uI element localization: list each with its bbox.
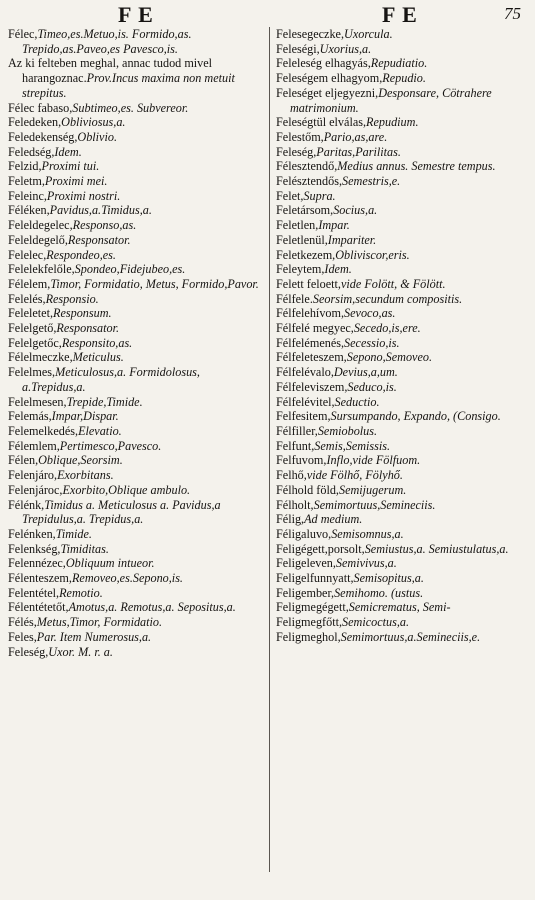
entry-headword: Felelekfelőle,	[8, 262, 75, 277]
entry-latin-gloss: Semimortuus,a.Semineciis,e.	[340, 629, 481, 644]
dictionary-entry	[276, 615, 528, 630]
dictionary-entry	[276, 218, 528, 233]
entry-headword: Felfesitem,	[276, 409, 331, 424]
dictionary-entry	[276, 130, 528, 145]
entry-headword: Feleséget eljegyezni,	[276, 85, 379, 100]
dictionary-entry	[276, 159, 528, 174]
entry-latin-gloss: Oblique,Seorsim.	[38, 453, 123, 468]
dictionary-entry	[276, 586, 528, 601]
entry-headword: Félec fabaso,	[8, 100, 73, 115]
entry-latin-gloss: Elevatio.	[78, 423, 122, 438]
entry-headword: Félemlem,	[8, 438, 60, 453]
entry-latin-gloss: Semisomnus,a.	[331, 526, 404, 541]
dictionary-entry	[276, 409, 528, 424]
dictionary-entry	[8, 542, 266, 557]
dictionary-entry	[276, 248, 528, 263]
entry-latin-gloss: Timide.	[55, 526, 92, 541]
entry-headword: Feleletet,	[8, 306, 54, 321]
entry-headword: Feledekenség,	[8, 129, 78, 144]
dictionary-entry	[276, 203, 528, 218]
entry-latin-gloss: Idem.	[324, 262, 352, 277]
entry-headword: Félés,	[8, 615, 37, 630]
dictionary-entry	[8, 233, 266, 248]
entry-latin-gloss: Responsio.	[45, 291, 99, 306]
entry-headword: Félfelé megyec,	[276, 321, 354, 336]
entry-headword: Felentétel,	[8, 585, 60, 600]
entry-latin-gloss: Respondeo,es.	[46, 247, 116, 262]
entry-headword: Felet,	[276, 188, 304, 203]
entry-headword: Feleinc,	[8, 188, 47, 203]
entry-latin-gloss: Supra.	[303, 188, 336, 203]
dictionary-entry	[8, 145, 266, 160]
dictionary-entry	[276, 115, 528, 130]
dictionary-entry	[8, 336, 266, 351]
entry-latin-gloss: Removeo,es.Sepono,is.	[71, 571, 183, 586]
entry-headword: Félfelévalo,	[276, 365, 334, 380]
dictionary-entry	[8, 115, 266, 130]
dictionary-entry	[276, 277, 528, 292]
page-header	[0, 2, 535, 28]
entry-headword: Félelmeczke,	[8, 350, 73, 365]
dictionary-entry	[8, 395, 266, 410]
entry-headword: Félfeleviszem,	[276, 379, 348, 394]
entry-latin-gloss: Semicoctus,a.	[342, 615, 410, 630]
entry-latin-gloss: Proximi tui.	[41, 159, 100, 174]
entry-latin-gloss: Idem.	[54, 144, 82, 159]
dictionary-entry	[8, 56, 266, 100]
entry-latin-gloss: Desponsare, Cötrahere matrimonium.	[290, 85, 492, 115]
entry-latin-gloss: Obliviscor,eris.	[335, 247, 410, 262]
entry-headword: Feleség,	[276, 144, 317, 159]
dictionary-entry	[276, 439, 528, 454]
entry-latin-gloss: Semiobolus.	[317, 423, 378, 438]
dictionary-entry	[276, 71, 528, 86]
dictionary-entry	[8, 203, 266, 218]
dictionary-entry	[8, 498, 266, 527]
entry-latin-gloss: Devius,a,um.	[333, 365, 398, 380]
dictionary-entry	[8, 277, 266, 292]
dictionary-entry	[276, 365, 528, 380]
entry-latin-gloss: Meticulus.	[72, 350, 124, 365]
entry-latin-gloss: Seductio.	[334, 394, 380, 409]
entry-headword: Feletkezem,	[276, 247, 336, 262]
entry-headword: Feledeken,	[8, 115, 62, 130]
entry-latin-gloss: Exorbito,Oblique ambulo.	[62, 482, 191, 497]
dictionary-entry	[276, 189, 528, 204]
dictionary-entry	[276, 56, 528, 71]
dictionary-entry	[8, 174, 266, 189]
dictionary-entry	[276, 321, 528, 336]
entry-latin-gloss: Uxorcula.	[344, 27, 393, 41]
entry-latin-gloss: Par. Item Numerosus,a.	[36, 629, 152, 644]
entry-latin-gloss: Meticulosus,a. Formidolosus, a.Trepidus,a.	[22, 365, 200, 394]
column-divider	[269, 27, 270, 872]
entry-headword: Az ki felteben meghal, annac tudod mivel harangoznac.	[8, 56, 213, 86]
entry-latin-gloss: Spondeo,Fidejubeo,es.	[74, 262, 186, 277]
dictionary-entry	[276, 600, 528, 615]
entry-headword: Feleségem elhagyom,	[276, 71, 383, 86]
entry-headword: Feleytem,	[276, 262, 325, 277]
entry-latin-gloss: Responsator.	[56, 321, 120, 336]
entry-latin-gloss: Semestris,e.	[342, 174, 401, 189]
entry-latin-gloss: Pario,as,are.	[323, 129, 388, 144]
dictionary-entry	[8, 483, 266, 498]
entry-latin-gloss: Semiustus,a. Semiustulatus,a.	[364, 541, 509, 556]
dictionary-entry	[8, 424, 266, 439]
dictionary-entry	[8, 262, 266, 277]
entry-latin-gloss: Sevoco,as.	[344, 306, 396, 321]
entry-latin-gloss: Impar.	[318, 218, 350, 233]
entry-latin-gloss: Seorsim,secundum compositis.	[312, 291, 463, 306]
dictionary-entry	[8, 321, 266, 336]
dictionary-entry	[276, 468, 528, 483]
dictionary-entry	[8, 600, 266, 615]
entry-headword: Feligember,	[276, 585, 335, 600]
entry-latin-gloss: Repudiatio.	[370, 56, 428, 71]
entry-latin-gloss: Sepono,Semoveo.	[346, 350, 433, 365]
dictionary-entry	[276, 512, 528, 527]
entry-headword: Feligmegégett,	[276, 600, 349, 615]
dictionary-entry	[8, 556, 266, 571]
dictionary-entry	[8, 159, 266, 174]
dictionary-entry	[8, 439, 266, 454]
entry-latin-gloss: Medius annus. Semestre tempus.	[337, 159, 496, 174]
entry-headword: Feligmeghol,	[276, 629, 341, 644]
dictionary-entry	[276, 630, 528, 645]
entry-latin-gloss: Impar,Dispar.	[51, 409, 119, 424]
entry-headword: Felfuvom,	[276, 453, 327, 468]
dictionary-entry	[276, 233, 528, 248]
entry-latin-gloss: Oblivio.	[77, 129, 117, 144]
dictionary-entry	[8, 306, 266, 321]
dictionary-entry	[276, 556, 528, 571]
entry-headword: Feligégett,porsolt,	[276, 541, 365, 556]
entry-latin-gloss: Semisopitus,a.	[353, 571, 424, 586]
entry-latin-gloss: Ad medium.	[304, 512, 363, 527]
entry-latin-gloss: Sursumpando, Expando, (Consigo.	[330, 409, 501, 424]
entry-headword: Félénk,	[8, 497, 45, 512]
entry-headword: Felelgetőc,	[8, 335, 62, 350]
entry-headword: Feligelfunnyatt,	[276, 571, 354, 586]
entry-headword: Feletm,	[8, 174, 45, 189]
entry-latin-gloss: Semimortuus,Semineciis.	[313, 497, 436, 512]
entry-latin-gloss: Repudio.	[382, 71, 426, 86]
dictionary-entry	[276, 571, 528, 586]
dictionary-entry	[8, 101, 266, 116]
entry-headword: Felemás,	[8, 409, 52, 424]
entry-headword: Feleségi,	[276, 41, 320, 56]
entry-headword: Felemelkedés,	[8, 423, 79, 438]
entry-headword: Félfelévitel,	[276, 394, 335, 409]
entry-latin-gloss: Amotus,a. Remotus,a. Sepositus,a.	[68, 600, 236, 615]
entry-latin-gloss: Subtimeo,es. Subvereor.	[72, 100, 189, 115]
dictionary-entry	[276, 174, 528, 189]
entry-headword: Felestőm,	[276, 129, 324, 144]
entry-headword: Feletlen,	[276, 218, 319, 233]
dictionary-entry	[276, 542, 528, 557]
dictionary-entry	[8, 350, 266, 365]
entry-headword: Felénken,	[8, 526, 56, 541]
entry-headword: Félig,	[276, 512, 305, 527]
dictionary-entry	[8, 27, 266, 56]
entry-headword: Féléken,	[8, 203, 50, 218]
entry-headword: Felesegeczke,	[276, 27, 345, 41]
entry-latin-gloss: Semijugerum.	[338, 482, 407, 497]
entry-latin-gloss: Secedo,is,ere.	[353, 321, 421, 336]
entry-headword: Félelem,	[8, 276, 51, 291]
entry-headword: Felelec,	[8, 247, 47, 262]
entry-headword: Felelmes,	[8, 365, 56, 380]
dictionary-entry	[8, 586, 266, 601]
dictionary-entry	[8, 571, 266, 586]
entry-latin-gloss: Repudium.	[366, 115, 419, 130]
entry-headword: Feleség,	[8, 644, 49, 659]
entry-headword: Feledség,	[8, 144, 55, 159]
entry-headword: Félfelehívom,	[276, 306, 345, 321]
entry-latin-gloss: Exorbitans.	[57, 468, 114, 483]
entry-headword: Feletlenül,	[276, 232, 328, 247]
dictionary-entry	[276, 483, 528, 498]
dictionary-entry	[276, 380, 528, 395]
entry-headword: Félholt,	[276, 497, 314, 512]
entry-latin-gloss: Pavidus,a.Timidus,a.	[49, 203, 152, 218]
entry-latin-gloss: Socius,a.	[333, 203, 378, 218]
dictionary-entry	[8, 630, 266, 645]
entry-latin-gloss: Pertimesco,Pavesco.	[59, 438, 162, 453]
entry-headword: Félenteszem,	[8, 571, 72, 586]
entry-headword: Feleleség elhagyás,	[276, 56, 371, 71]
entry-latin-gloss: Secessio,is.	[344, 335, 400, 350]
entry-latin-gloss: Uxorius,a.	[319, 41, 372, 56]
entry-headword: Feligmegfőtt,	[276, 615, 343, 630]
entry-latin-gloss: vide Folött, & Fölött.	[340, 276, 446, 291]
right-running-head: F E	[382, 2, 418, 27]
entry-headword: Felhő,	[276, 468, 307, 483]
entry-headword: Félfeleteszem,	[276, 350, 347, 365]
dictionary-entry	[276, 27, 528, 42]
entry-latin-gloss: Metus,Timor, Formidatio.	[36, 615, 163, 630]
entry-latin-gloss: Responsum.	[53, 306, 112, 321]
entry-headword: Felelés,	[8, 291, 46, 306]
entry-headword: Feleségtül elválas,	[276, 115, 367, 130]
entry-headword: Feleldegelő,	[8, 232, 68, 247]
entry-latin-gloss: Uxor. M. r. a.	[48, 644, 113, 659]
dictionary-entry	[276, 350, 528, 365]
entry-latin-gloss: Timidus a. Meticulosus a. Pavidus,a Trepidulus,a. Trepidus,a.	[22, 497, 221, 527]
entry-latin-gloss: Semicrematus, Semi-	[348, 600, 451, 615]
page-number: 75	[504, 4, 521, 23]
entry-headword: Félesztendő,	[276, 159, 338, 174]
entry-headword: Félfelémenés,	[276, 335, 345, 350]
entry-latin-gloss: Impariter.	[327, 232, 377, 247]
entry-latin-gloss: Paritas,Parilitas.	[316, 144, 401, 159]
entry-headword: Félentétetőt,	[8, 600, 69, 615]
entry-latin-gloss: Remotio.	[59, 585, 103, 600]
entry-headword: Féligaluvo,	[276, 526, 332, 541]
dictionary-entry	[276, 86, 528, 115]
entry-latin-gloss: Proximi mei.	[44, 174, 108, 189]
dictionary-entry	[8, 615, 266, 630]
entry-latin-gloss: Obliquum intueor.	[65, 556, 155, 571]
dictionary-entry	[276, 336, 528, 351]
dictionary-entry	[276, 424, 528, 439]
entry-latin-gloss: Trepide,Timide.	[66, 394, 143, 409]
dictionary-entry	[276, 527, 528, 542]
dictionary-entry	[276, 262, 528, 277]
dictionary-entry	[8, 189, 266, 204]
entry-latin-gloss: Semivivus,a.	[335, 556, 397, 571]
entry-headword: Felelgető,	[8, 321, 57, 336]
entry-latin-gloss: Responsito,as.	[61, 335, 133, 350]
dictionary-entry	[276, 42, 528, 57]
left-column	[8, 27, 266, 659]
entry-headword: Felenjáro,	[8, 468, 58, 483]
dictionary-entry	[276, 395, 528, 410]
dictionary-entry	[276, 292, 528, 307]
dictionary-entry	[8, 292, 266, 307]
dictionary-entry	[8, 248, 266, 263]
entry-headword: Felzid,	[8, 159, 42, 174]
entry-latin-gloss: Seduco,is.	[347, 379, 397, 394]
entry-latin-gloss: Responso,as.	[72, 218, 137, 233]
entry-headword: Félec,	[8, 27, 38, 41]
entry-latin-gloss: Inflo,vide Fölfuom.	[326, 453, 421, 468]
entry-headword: Felfunt,	[276, 438, 315, 453]
dictionary-entry	[276, 145, 528, 160]
left-running-head: F E	[118, 2, 154, 27]
entry-latin-gloss: Timiditas.	[60, 541, 109, 556]
dictionary-entry	[8, 218, 266, 233]
right-column	[276, 27, 528, 645]
entry-headword: Felenjároc,	[8, 482, 63, 497]
entry-latin-gloss: Timeo,es.Metuo,is. Formido,as. Trepido,as.Paveo,es Pavesco,is.	[22, 27, 192, 56]
entry-headword: Felésztendős,	[276, 174, 343, 189]
dictionary-entry	[276, 306, 528, 321]
entry-headword: Félhold föld,	[276, 482, 339, 497]
entry-headword: Feles,	[8, 629, 37, 644]
entry-latin-gloss: Obliviosus,a.	[61, 115, 126, 130]
entry-latin-gloss: Proximi nostri.	[46, 188, 121, 203]
entry-headword: Félen,	[8, 453, 39, 468]
entry-headword: Felelmesen,	[8, 394, 67, 409]
entry-headword: Félfiller,	[276, 423, 318, 438]
entry-headword: Félfele.	[276, 291, 313, 306]
entry-latin-gloss: Timor, Formidatio, Metus, Formido,Pavor.	[50, 276, 259, 291]
entry-headword: Feligeleven,	[276, 556, 336, 571]
entry-headword: Felett feloett,	[276, 276, 341, 291]
entry-headword: Felenkség,	[8, 541, 61, 556]
entry-latin-gloss: Responsator.	[67, 232, 131, 247]
dictionary-entry	[8, 453, 266, 468]
dictionary-entry	[8, 527, 266, 542]
dictionary-entry	[276, 498, 528, 513]
dictionary-entry	[8, 645, 266, 660]
entry-latin-gloss: Semihomo. (ustus.	[334, 585, 424, 600]
entry-headword: Felennézec,	[8, 556, 66, 571]
entry-headword: Feleldegelec,	[8, 218, 73, 233]
dictionary-entry	[276, 453, 528, 468]
entry-latin-gloss: Semis,Semissis.	[314, 438, 391, 453]
dictionary-entry	[8, 130, 266, 145]
dictionary-entry	[8, 409, 266, 424]
dictionary-entry	[8, 365, 266, 394]
entry-headword: Feletársom,	[276, 203, 334, 218]
entry-latin-gloss: Prov.Incus maxima non metuit strepitus.	[22, 71, 235, 100]
dictionary-entry	[8, 468, 266, 483]
entry-latin-gloss: vide Fölhő, Fölyhő.	[306, 468, 403, 483]
